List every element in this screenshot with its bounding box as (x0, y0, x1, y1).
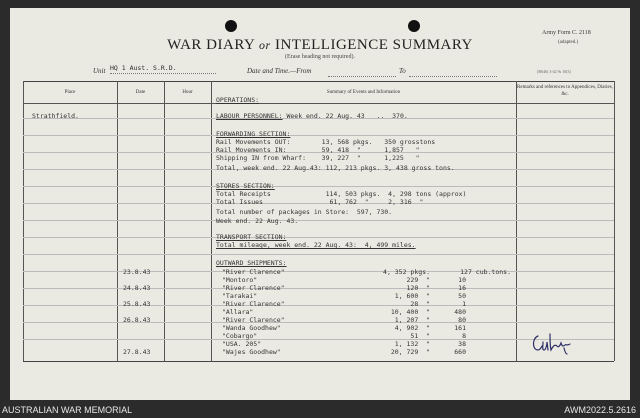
shipment-ship: "Allara" (222, 308, 254, 316)
shipment-pkgs: 120 " (406, 284, 430, 292)
forwarding-line-2: Rail Movements IN: 59, 418 " 1,857 " (216, 146, 420, 154)
shipment-tons: 8 (462, 332, 466, 340)
col-rule-5 (516, 81, 517, 361)
shipment-pkgs: 1, 207 " (394, 316, 430, 324)
ruled-line (23, 288, 614, 289)
forwarding-line-1: Rail Movements OUT: 13, 568 pkgs. 350 grosstons (216, 138, 436, 146)
ruled-line (23, 186, 614, 187)
shipment-tons: 16 (458, 284, 466, 292)
shipment-pkgs: 4, 902 " (394, 324, 430, 332)
adapted-note: (adapted.) (558, 40, 579, 45)
shipment-ship: "River Clarence" (222, 268, 285, 276)
unit-value: HQ 1 Aust. S.R.D. (110, 64, 216, 74)
col-rule-4 (211, 81, 212, 361)
shipment-tons: 38 (458, 340, 466, 348)
outward-heading: OUTWARD SHIPMENTS: (216, 259, 287, 267)
shipment-pkgs: 28 " (410, 300, 430, 308)
shipment-tons: 127 cub.tons. (460, 268, 511, 276)
table-bottom-rule (23, 361, 614, 362)
shipment-ship: "USA. 205" (222, 340, 262, 348)
ruled-line (23, 220, 614, 221)
ruled-line (23, 254, 614, 255)
stores-heading: STORES SECTION: (216, 182, 275, 190)
erase-note: (Erase heading not required). (285, 54, 355, 60)
shipment-tons: 80 (458, 316, 466, 324)
shipment-date: 26.8.43 (123, 316, 151, 324)
col-rule-1 (23, 81, 24, 361)
ruled-line (23, 322, 614, 323)
col-rule-2 (117, 81, 118, 361)
col-rule-3 (164, 81, 165, 361)
col-header-place: Place (64, 90, 76, 95)
shipment-date: 24.8.43 (123, 284, 151, 292)
punch-hole-left (225, 20, 237, 32)
col-header-summary: Summary of Events and Information (326, 90, 401, 95)
place-strathfield: Strathfield. (32, 112, 79, 120)
to-line (409, 76, 497, 77)
shipment-date: 23.8.43 (123, 268, 151, 276)
ruled-line (23, 135, 614, 136)
ruled-line (23, 271, 614, 272)
shipment-tons: 50 (458, 292, 466, 300)
transport-heading: TRANSPORT SECTION: (216, 233, 287, 241)
ruled-line (23, 305, 614, 306)
shipment-tons: 480 (454, 308, 466, 316)
forwarding-total: Total, week end. 22 Aug.43: 112, 213 pkgs. 3, 438 gross tons. (216, 164, 455, 172)
shipment-pkgs: 10, 400 " (390, 308, 430, 316)
shipment-ship: "Tarakai" (222, 292, 258, 300)
shipment-pkgs: 229 " (406, 276, 430, 284)
shipment-pkgs: 51 " (410, 332, 430, 340)
col-header-remarks: Remarks and references to Appendices, Diaries, &c. (517, 85, 613, 97)
table-top-rule (23, 81, 614, 82)
shipment-ship: "Cobargo" (222, 332, 258, 340)
shipment-pkgs: 1, 132 " (394, 340, 430, 348)
diary-page (10, 8, 630, 400)
ruled-line (23, 237, 614, 238)
stores-line-1: Total Receipts 114, 503 pkgs. 4, 298 tons (approx) (216, 190, 467, 198)
shipment-tons: 1 (462, 300, 466, 308)
forwarding-line-3: Shipping IN from Wharf: 39, 227 " 1,225 " (216, 154, 420, 162)
labour-line: LABOUR PERSONNEL: Week end. 22 Aug. 43 .. 370. (216, 112, 408, 120)
header-bottom-rule (23, 103, 614, 104)
shipment-tons: 161 (454, 324, 466, 332)
shipment-date: 25.8.43 (123, 300, 151, 308)
form-title: WAR DIARY or INTELLIGENCE SUMMARY (167, 37, 473, 53)
print-code: (B646) 3-42 9s 10(3) (537, 69, 571, 74)
to-label: To (399, 67, 406, 75)
shipment-pkgs: 20, 729 " (390, 348, 430, 356)
shipment-ship: "River Clarence" (222, 300, 285, 308)
shipment-ship: "Wajes Goodhew" (222, 348, 281, 356)
shipment-ship: "River Clarence" (222, 284, 285, 292)
col-header-hour: Hour (182, 90, 193, 95)
stores-line-2: Total Issues 61, 762 " 2, 316 " (216, 198, 424, 206)
shipment-ship: "Wanda Goodhew" (222, 324, 281, 332)
footer-institution: AUSTRALIAN WAR MEMORIAL (2, 405, 133, 415)
operations-heading: OPERATIONS: (216, 96, 260, 104)
punch-hole-right (408, 20, 420, 32)
shipment-date: 27.8.43 (123, 348, 151, 356)
stores-line-3: Total number of packages in Store: 597, 730. (216, 208, 393, 216)
stores-line-4: Week end. 22 Aug. 43. (216, 217, 299, 225)
shipment-tons: 10 (458, 276, 466, 284)
shipment-tons: 660 (454, 348, 466, 356)
footer-accession-number: AWM2022.5.2616 (564, 405, 636, 415)
ruled-line (23, 339, 614, 340)
col-header-date: Date (135, 90, 146, 95)
army-form-number: Army Form C. 2118 (542, 30, 591, 36)
shipment-pkgs: 1, 600 " (394, 292, 430, 300)
transport-line: Total mileage, week end. 22 Aug. 43: 4, 499 miles. (216, 241, 416, 249)
datetime-label: Date and Time.—From (247, 67, 312, 75)
col-rule-6 (614, 81, 615, 361)
unit-label: Unit (93, 67, 106, 75)
shipment-ship: "Montoro" (222, 276, 258, 284)
forwarding-heading: FORWARDING SECTION: (216, 130, 291, 138)
shipment-ship: "River Clarence" (222, 316, 285, 324)
signature (530, 330, 576, 356)
datetime-line (328, 76, 396, 77)
shipment-pkgs: 4, 352 pkgs. (383, 268, 430, 276)
